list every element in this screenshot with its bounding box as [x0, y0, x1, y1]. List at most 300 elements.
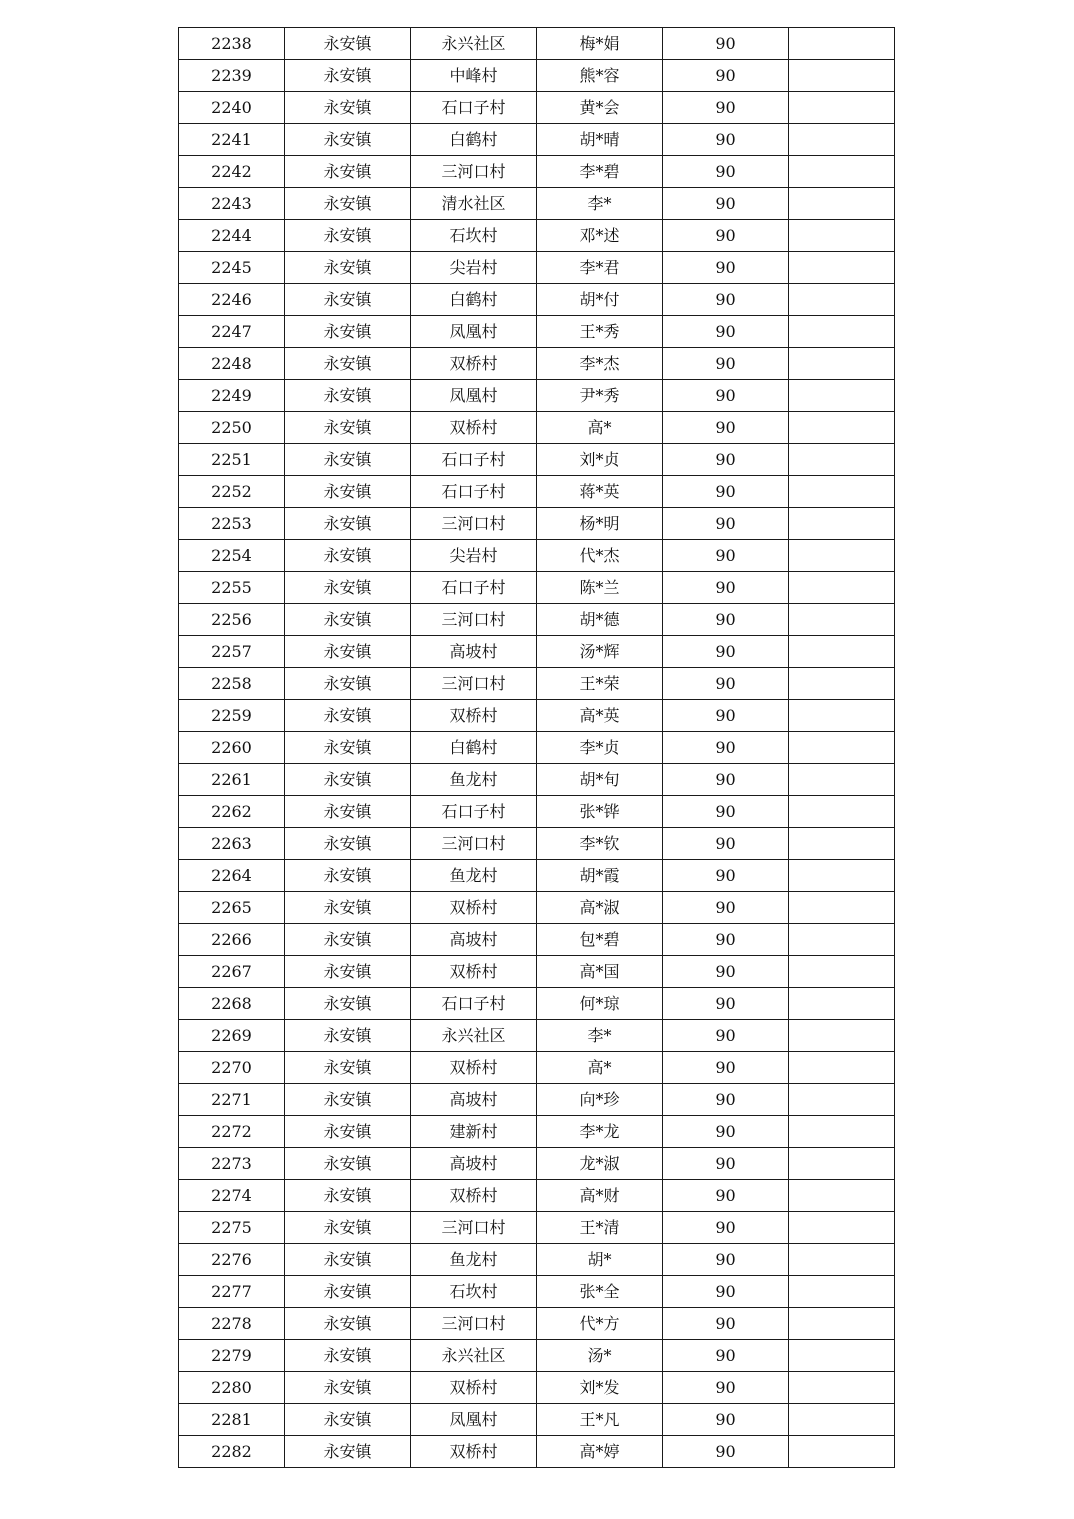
amount-cell: 90 — [663, 1180, 789, 1212]
serial-number-cell: 2268 — [179, 988, 285, 1020]
village-cell: 高坡村 — [411, 924, 537, 956]
person-name-cell: 张*全 — [537, 1276, 663, 1308]
amount-cell: 90 — [663, 348, 789, 380]
person-name-cell: 高*英 — [537, 700, 663, 732]
amount-cell: 90 — [663, 604, 789, 636]
serial-number-cell: 2272 — [179, 1116, 285, 1148]
table-row — [179, 28, 895, 60]
table-row — [179, 956, 895, 988]
village-cell: 双桥村 — [411, 892, 537, 924]
person-name-cell: 胡*德 — [537, 604, 663, 636]
village-cell: 三河口村 — [411, 1212, 537, 1244]
amount-cell: 90 — [663, 732, 789, 764]
person-name-cell: 李*贞 — [537, 732, 663, 764]
amount-cell: 90 — [663, 572, 789, 604]
town-cell: 永安镇 — [285, 444, 411, 476]
roster-body — [179, 28, 895, 1468]
table-row — [179, 1372, 895, 1404]
town-cell: 永安镇 — [285, 1436, 411, 1468]
amount-cell: 90 — [663, 988, 789, 1020]
amount-cell: 90 — [663, 924, 789, 956]
remark-cell — [789, 412, 895, 444]
amount-cell: 90 — [663, 1372, 789, 1404]
table-row — [179, 220, 895, 252]
town-cell: 永安镇 — [285, 1276, 411, 1308]
serial-number-cell: 2260 — [179, 732, 285, 764]
serial-number-cell: 2264 — [179, 860, 285, 892]
remark-cell — [789, 796, 895, 828]
table-row — [179, 988, 895, 1020]
table-row — [179, 380, 895, 412]
table-row — [179, 1148, 895, 1180]
town-cell: 永安镇 — [285, 28, 411, 60]
village-cell: 石口子村 — [411, 988, 537, 1020]
serial-number-cell: 2238 — [179, 28, 285, 60]
village-cell: 永兴社区 — [411, 1340, 537, 1372]
serial-number-cell: 2251 — [179, 444, 285, 476]
village-cell: 凤凰村 — [411, 316, 537, 348]
village-cell: 石坎村 — [411, 220, 537, 252]
serial-number-cell: 2277 — [179, 1276, 285, 1308]
remark-cell — [789, 1116, 895, 1148]
amount-cell: 90 — [663, 1020, 789, 1052]
town-cell: 永安镇 — [285, 1148, 411, 1180]
amount-cell: 90 — [663, 540, 789, 572]
serial-number-cell: 2246 — [179, 284, 285, 316]
town-cell: 永安镇 — [285, 828, 411, 860]
village-cell: 三河口村 — [411, 604, 537, 636]
town-cell: 永安镇 — [285, 1404, 411, 1436]
remark-cell — [789, 1372, 895, 1404]
table-row — [179, 1212, 895, 1244]
remark-cell — [789, 636, 895, 668]
person-name-cell: 李* — [537, 1020, 663, 1052]
village-cell: 白鹤村 — [411, 124, 537, 156]
table-row — [179, 1116, 895, 1148]
town-cell: 永安镇 — [285, 348, 411, 380]
serial-number-cell: 2254 — [179, 540, 285, 572]
village-cell: 凤凰村 — [411, 380, 537, 412]
town-cell: 永安镇 — [285, 412, 411, 444]
person-name-cell: 李*龙 — [537, 1116, 663, 1148]
person-name-cell: 王*清 — [537, 1212, 663, 1244]
village-cell: 石口子村 — [411, 572, 537, 604]
amount-cell: 90 — [663, 764, 789, 796]
table-row — [179, 1180, 895, 1212]
amount-cell: 90 — [663, 1052, 789, 1084]
serial-number-cell: 2248 — [179, 348, 285, 380]
village-cell: 双桥村 — [411, 1180, 537, 1212]
person-name-cell: 刘*发 — [537, 1372, 663, 1404]
town-cell: 永安镇 — [285, 700, 411, 732]
amount-cell: 90 — [663, 1148, 789, 1180]
table-row — [179, 1436, 895, 1468]
serial-number-cell: 2263 — [179, 828, 285, 860]
roster-table — [178, 27, 895, 1468]
town-cell: 永安镇 — [285, 252, 411, 284]
serial-number-cell: 2266 — [179, 924, 285, 956]
person-name-cell: 胡* — [537, 1244, 663, 1276]
person-name-cell: 胡*旬 — [537, 764, 663, 796]
amount-cell: 90 — [663, 476, 789, 508]
remark-cell — [789, 284, 895, 316]
serial-number-cell: 2243 — [179, 188, 285, 220]
town-cell: 永安镇 — [285, 124, 411, 156]
serial-number-cell: 2262 — [179, 796, 285, 828]
village-cell: 石口子村 — [411, 476, 537, 508]
amount-cell: 90 — [663, 220, 789, 252]
amount-cell: 90 — [663, 892, 789, 924]
remark-cell — [789, 252, 895, 284]
village-cell: 三河口村 — [411, 1308, 537, 1340]
amount-cell: 90 — [663, 1084, 789, 1116]
table-row — [179, 444, 895, 476]
remark-cell — [789, 1148, 895, 1180]
serial-number-cell: 2282 — [179, 1436, 285, 1468]
village-cell: 高坡村 — [411, 636, 537, 668]
village-cell: 凤凰村 — [411, 1404, 537, 1436]
town-cell: 永安镇 — [285, 1244, 411, 1276]
amount-cell: 90 — [663, 1212, 789, 1244]
village-cell: 石坎村 — [411, 1276, 537, 1308]
amount-cell: 90 — [663, 188, 789, 220]
remark-cell — [789, 1212, 895, 1244]
town-cell: 永安镇 — [285, 1180, 411, 1212]
amount-cell: 90 — [663, 60, 789, 92]
person-name-cell: 高* — [537, 1052, 663, 1084]
table-row — [179, 92, 895, 124]
village-cell: 清水社区 — [411, 188, 537, 220]
serial-number-cell: 2257 — [179, 636, 285, 668]
serial-number-cell: 2249 — [179, 380, 285, 412]
person-name-cell: 包*碧 — [537, 924, 663, 956]
town-cell: 永安镇 — [285, 476, 411, 508]
remark-cell — [789, 28, 895, 60]
serial-number-cell: 2270 — [179, 1052, 285, 1084]
remark-cell — [789, 828, 895, 860]
serial-number-cell: 2279 — [179, 1340, 285, 1372]
person-name-cell: 胡*晴 — [537, 124, 663, 156]
table-row — [179, 924, 895, 956]
table-row — [179, 508, 895, 540]
serial-number-cell: 2247 — [179, 316, 285, 348]
amount-cell: 90 — [663, 668, 789, 700]
person-name-cell: 李*杰 — [537, 348, 663, 380]
person-name-cell: 胡*付 — [537, 284, 663, 316]
town-cell: 永安镇 — [285, 380, 411, 412]
remark-cell — [789, 316, 895, 348]
amount-cell: 90 — [663, 1436, 789, 1468]
person-name-cell: 尹*秀 — [537, 380, 663, 412]
remark-cell — [789, 380, 895, 412]
town-cell: 永安镇 — [285, 604, 411, 636]
table-row — [179, 1084, 895, 1116]
remark-cell — [789, 604, 895, 636]
amount-cell: 90 — [663, 156, 789, 188]
serial-number-cell: 2265 — [179, 892, 285, 924]
person-name-cell: 李*钦 — [537, 828, 663, 860]
serial-number-cell: 2252 — [179, 476, 285, 508]
village-cell: 双桥村 — [411, 1436, 537, 1468]
person-name-cell: 何*琼 — [537, 988, 663, 1020]
amount-cell: 90 — [663, 444, 789, 476]
serial-number-cell: 2239 — [179, 60, 285, 92]
serial-number-cell: 2267 — [179, 956, 285, 988]
person-name-cell: 邓*述 — [537, 220, 663, 252]
amount-cell: 90 — [663, 316, 789, 348]
village-cell: 永兴社区 — [411, 1020, 537, 1052]
table-row — [179, 1404, 895, 1436]
village-cell: 鱼龙村 — [411, 860, 537, 892]
table-row — [179, 668, 895, 700]
person-name-cell: 梅*娟 — [537, 28, 663, 60]
village-cell: 石口子村 — [411, 444, 537, 476]
serial-number-cell: 2255 — [179, 572, 285, 604]
serial-number-cell: 2276 — [179, 1244, 285, 1276]
table-row — [179, 604, 895, 636]
town-cell: 永安镇 — [285, 764, 411, 796]
table-row — [179, 764, 895, 796]
amount-cell: 90 — [663, 1244, 789, 1276]
amount-cell: 90 — [663, 1308, 789, 1340]
amount-cell: 90 — [663, 284, 789, 316]
person-name-cell: 胡*霞 — [537, 860, 663, 892]
table-row — [179, 1052, 895, 1084]
town-cell: 永安镇 — [285, 924, 411, 956]
serial-number-cell: 2242 — [179, 156, 285, 188]
table-row — [179, 284, 895, 316]
table-row — [179, 316, 895, 348]
person-name-cell: 高*财 — [537, 1180, 663, 1212]
remark-cell — [789, 572, 895, 604]
remark-cell — [789, 1052, 895, 1084]
person-name-cell: 黄*会 — [537, 92, 663, 124]
serial-number-cell: 2280 — [179, 1372, 285, 1404]
table-row — [179, 476, 895, 508]
serial-number-cell: 2250 — [179, 412, 285, 444]
village-cell: 双桥村 — [411, 348, 537, 380]
town-cell: 永安镇 — [285, 316, 411, 348]
remark-cell — [789, 1340, 895, 1372]
village-cell: 中峰村 — [411, 60, 537, 92]
village-cell: 三河口村 — [411, 828, 537, 860]
person-name-cell: 高*国 — [537, 956, 663, 988]
person-name-cell: 汤* — [537, 1340, 663, 1372]
serial-number-cell: 2245 — [179, 252, 285, 284]
town-cell: 永安镇 — [285, 188, 411, 220]
table-row — [179, 860, 895, 892]
town-cell: 永安镇 — [285, 636, 411, 668]
remark-cell — [789, 764, 895, 796]
remark-cell — [789, 124, 895, 156]
town-cell: 永安镇 — [285, 668, 411, 700]
person-name-cell: 李*君 — [537, 252, 663, 284]
person-name-cell: 高*婷 — [537, 1436, 663, 1468]
village-cell: 双桥村 — [411, 412, 537, 444]
village-cell: 永兴社区 — [411, 28, 537, 60]
remark-cell — [789, 892, 895, 924]
town-cell: 永安镇 — [285, 1116, 411, 1148]
remark-cell — [789, 956, 895, 988]
serial-number-cell: 2261 — [179, 764, 285, 796]
table-row — [179, 796, 895, 828]
person-name-cell: 陈*兰 — [537, 572, 663, 604]
amount-cell: 90 — [663, 1116, 789, 1148]
amount-cell: 90 — [663, 1404, 789, 1436]
amount-cell: 90 — [663, 28, 789, 60]
person-name-cell: 刘*贞 — [537, 444, 663, 476]
remark-cell — [789, 668, 895, 700]
remark-cell — [789, 1404, 895, 1436]
person-name-cell: 汤*辉 — [537, 636, 663, 668]
remark-cell — [789, 1180, 895, 1212]
town-cell: 永安镇 — [285, 1052, 411, 1084]
table-row — [179, 540, 895, 572]
village-cell: 三河口村 — [411, 508, 537, 540]
serial-number-cell: 2281 — [179, 1404, 285, 1436]
amount-cell: 90 — [663, 124, 789, 156]
remark-cell — [789, 1276, 895, 1308]
village-cell: 高坡村 — [411, 1148, 537, 1180]
person-name-cell: 王*凡 — [537, 1404, 663, 1436]
serial-number-cell: 2278 — [179, 1308, 285, 1340]
table-row — [179, 1308, 895, 1340]
table-row — [179, 1020, 895, 1052]
serial-number-cell: 2269 — [179, 1020, 285, 1052]
village-cell: 鱼龙村 — [411, 764, 537, 796]
table-row — [179, 252, 895, 284]
amount-cell: 90 — [663, 1340, 789, 1372]
remark-cell — [789, 92, 895, 124]
serial-number-cell: 2244 — [179, 220, 285, 252]
person-name-cell: 代*杰 — [537, 540, 663, 572]
remark-cell — [789, 1308, 895, 1340]
town-cell: 永安镇 — [285, 1372, 411, 1404]
remark-cell — [789, 732, 895, 764]
serial-number-cell: 2271 — [179, 1084, 285, 1116]
amount-cell: 90 — [663, 860, 789, 892]
serial-number-cell: 2253 — [179, 508, 285, 540]
table-row — [179, 124, 895, 156]
remark-cell — [789, 220, 895, 252]
table-row — [179, 1244, 895, 1276]
table-row — [179, 828, 895, 860]
town-cell: 永安镇 — [285, 220, 411, 252]
serial-number-cell: 2274 — [179, 1180, 285, 1212]
village-cell: 双桥村 — [411, 956, 537, 988]
table-row — [179, 60, 895, 92]
village-cell: 双桥村 — [411, 1052, 537, 1084]
serial-number-cell: 2241 — [179, 124, 285, 156]
table-row — [179, 636, 895, 668]
remark-cell — [789, 1020, 895, 1052]
table-row — [179, 700, 895, 732]
serial-number-cell: 2273 — [179, 1148, 285, 1180]
table-row — [179, 1340, 895, 1372]
village-cell: 白鹤村 — [411, 284, 537, 316]
remark-cell — [789, 508, 895, 540]
table-row — [179, 572, 895, 604]
town-cell: 永安镇 — [285, 284, 411, 316]
town-cell: 永安镇 — [285, 92, 411, 124]
remark-cell — [789, 1084, 895, 1116]
village-cell: 白鹤村 — [411, 732, 537, 764]
town-cell: 永安镇 — [285, 956, 411, 988]
remark-cell — [789, 924, 895, 956]
amount-cell: 90 — [663, 956, 789, 988]
remark-cell — [789, 700, 895, 732]
amount-cell: 90 — [663, 252, 789, 284]
village-cell: 高坡村 — [411, 1084, 537, 1116]
person-name-cell: 向*珍 — [537, 1084, 663, 1116]
town-cell: 永安镇 — [285, 1084, 411, 1116]
town-cell: 永安镇 — [285, 892, 411, 924]
table-row — [179, 732, 895, 764]
remark-cell — [789, 348, 895, 380]
village-cell: 建新村 — [411, 1116, 537, 1148]
town-cell: 永安镇 — [285, 1340, 411, 1372]
person-name-cell: 代*方 — [537, 1308, 663, 1340]
town-cell: 永安镇 — [285, 1212, 411, 1244]
serial-number-cell: 2275 — [179, 1212, 285, 1244]
serial-number-cell: 2258 — [179, 668, 285, 700]
remark-cell — [789, 444, 895, 476]
village-cell: 双桥村 — [411, 1372, 537, 1404]
town-cell: 永安镇 — [285, 796, 411, 828]
person-name-cell: 熊*容 — [537, 60, 663, 92]
person-name-cell: 王*荣 — [537, 668, 663, 700]
town-cell: 永安镇 — [285, 156, 411, 188]
table-row — [179, 1276, 895, 1308]
person-name-cell: 高* — [537, 412, 663, 444]
amount-cell: 90 — [663, 1276, 789, 1308]
village-cell: 三河口村 — [411, 156, 537, 188]
amount-cell: 90 — [663, 700, 789, 732]
village-cell: 尖岩村 — [411, 540, 537, 572]
serial-number-cell: 2240 — [179, 92, 285, 124]
person-name-cell: 蒋*英 — [537, 476, 663, 508]
town-cell: 永安镇 — [285, 540, 411, 572]
table-row — [179, 892, 895, 924]
town-cell: 永安镇 — [285, 1020, 411, 1052]
person-name-cell: 高*淑 — [537, 892, 663, 924]
remark-cell — [789, 1436, 895, 1468]
village-cell: 三河口村 — [411, 668, 537, 700]
town-cell: 永安镇 — [285, 60, 411, 92]
remark-cell — [789, 476, 895, 508]
person-name-cell: 李*碧 — [537, 156, 663, 188]
village-cell: 双桥村 — [411, 700, 537, 732]
remark-cell — [789, 188, 895, 220]
amount-cell: 90 — [663, 636, 789, 668]
town-cell: 永安镇 — [285, 508, 411, 540]
remark-cell — [789, 1244, 895, 1276]
remark-cell — [789, 540, 895, 572]
village-cell: 石口子村 — [411, 796, 537, 828]
table-row — [179, 412, 895, 444]
remark-cell — [789, 988, 895, 1020]
amount-cell: 90 — [663, 92, 789, 124]
table-row — [179, 348, 895, 380]
town-cell: 永安镇 — [285, 1308, 411, 1340]
person-name-cell: 王*秀 — [537, 316, 663, 348]
serial-number-cell: 2256 — [179, 604, 285, 636]
remark-cell — [789, 156, 895, 188]
person-name-cell: 杨*明 — [537, 508, 663, 540]
person-name-cell: 张*铧 — [537, 796, 663, 828]
town-cell: 永安镇 — [285, 860, 411, 892]
serial-number-cell: 2259 — [179, 700, 285, 732]
